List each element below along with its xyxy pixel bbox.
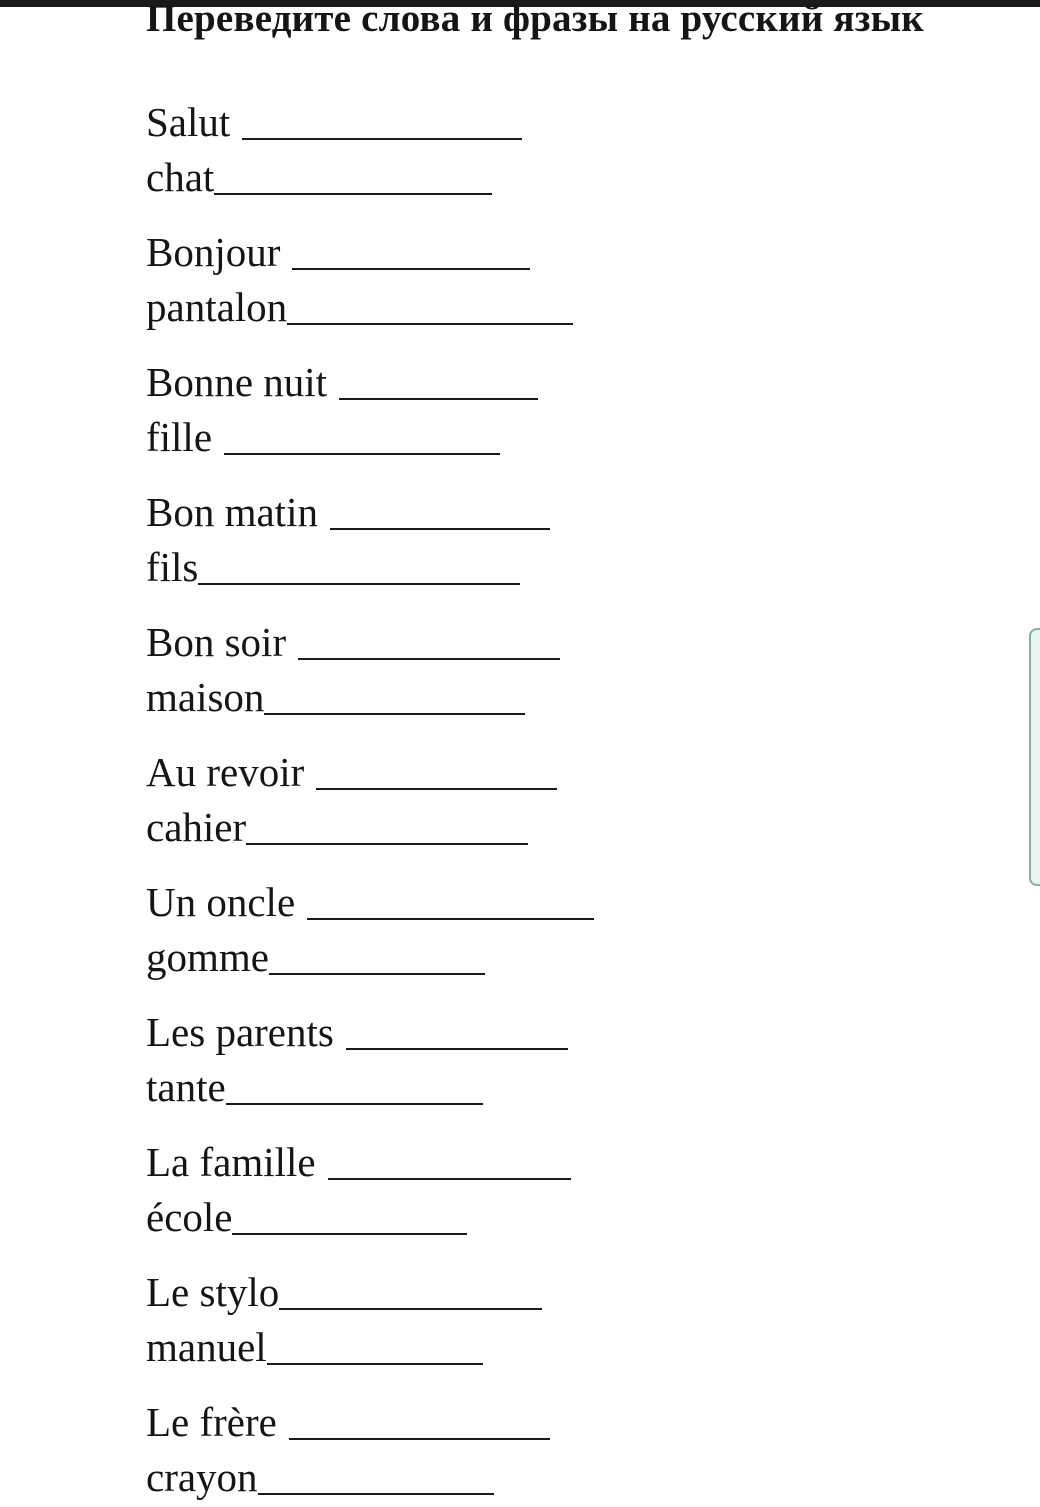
- answer-blank[interactable]: [307, 878, 594, 920]
- worksheet-item: [146, 747, 557, 797]
- worksheet-item: [146, 1267, 542, 1317]
- worksheet-item: [146, 152, 492, 202]
- french-word: Bon soir: [146, 619, 287, 665]
- french-word: Les parents: [146, 1009, 334, 1055]
- french-word: Bonne nuit: [146, 359, 328, 405]
- answer-blank[interactable]: [328, 1138, 571, 1180]
- french-word: cahier: [146, 804, 247, 850]
- answer-blank[interactable]: [214, 153, 492, 195]
- worksheet-item: [146, 282, 573, 332]
- answer-blank[interactable]: [246, 803, 528, 845]
- french-word: manuel: [146, 1324, 267, 1370]
- answer-blank[interactable]: [346, 1008, 568, 1050]
- answer-blank[interactable]: [289, 1398, 550, 1440]
- worksheet-item: [146, 1397, 550, 1447]
- worksheet-item: [146, 487, 550, 537]
- page-title: Переведите слова и фразы на русский язык: [146, 0, 924, 40]
- worksheet-item: [146, 357, 538, 407]
- worksheet-item: [146, 412, 500, 462]
- french-word: Au revoir: [146, 749, 305, 795]
- french-word: La famille: [146, 1139, 316, 1185]
- french-word: Le stylo: [146, 1269, 280, 1315]
- worksheet-item: [146, 877, 594, 927]
- side-scroll-handle[interactable]: [1029, 628, 1040, 886]
- answer-blank[interactable]: [269, 933, 485, 975]
- worksheet-item: [146, 97, 522, 147]
- answer-blank[interactable]: [242, 98, 522, 140]
- answer-blank[interactable]: [339, 358, 538, 400]
- worksheet-item: [146, 932, 485, 982]
- answer-blank[interactable]: [316, 748, 557, 790]
- answer-blank[interactable]: [267, 1323, 483, 1365]
- worksheet-item: [146, 227, 530, 277]
- worksheet-item: [146, 1137, 571, 1187]
- answer-blank[interactable]: [198, 543, 520, 585]
- french-word: tante: [146, 1064, 226, 1110]
- answer-blank[interactable]: [258, 1453, 494, 1495]
- answer-blank[interactable]: [298, 618, 560, 660]
- worksheet-item: [146, 1322, 483, 1372]
- french-word: gomme: [146, 934, 269, 980]
- answer-blank[interactable]: [287, 283, 573, 325]
- answer-blank[interactable]: [279, 1268, 542, 1310]
- worksheet-item: [146, 1062, 483, 1112]
- answer-blank[interactable]: [330, 488, 550, 530]
- french-word: Salut: [146, 99, 231, 145]
- french-word: Le frère: [146, 1399, 277, 1445]
- french-word: maison: [146, 674, 265, 720]
- answer-blank[interactable]: [226, 1063, 483, 1105]
- worksheet-item: [146, 1192, 467, 1242]
- answer-blank[interactable]: [232, 1193, 467, 1235]
- french-word: fille: [146, 414, 213, 460]
- french-word: école: [146, 1194, 233, 1240]
- french-word: crayon: [146, 1454, 258, 1500]
- worksheet-item: [146, 542, 520, 592]
- worksheet-item: [146, 672, 525, 722]
- french-word: Bon matin: [146, 489, 318, 535]
- french-word: pantalon: [146, 284, 288, 330]
- worksheet-item: [146, 802, 528, 852]
- french-word: chat: [146, 154, 215, 200]
- answer-blank[interactable]: [264, 673, 525, 715]
- worksheet-item: [146, 1007, 568, 1057]
- french-word: Bonjour: [146, 229, 281, 275]
- french-word: Un oncle: [146, 879, 296, 925]
- french-word: fils: [146, 544, 199, 590]
- worksheet-item: [146, 1452, 494, 1502]
- answer-blank[interactable]: [292, 228, 530, 270]
- answer-blank[interactable]: [224, 413, 500, 455]
- worksheet-item: [146, 617, 560, 667]
